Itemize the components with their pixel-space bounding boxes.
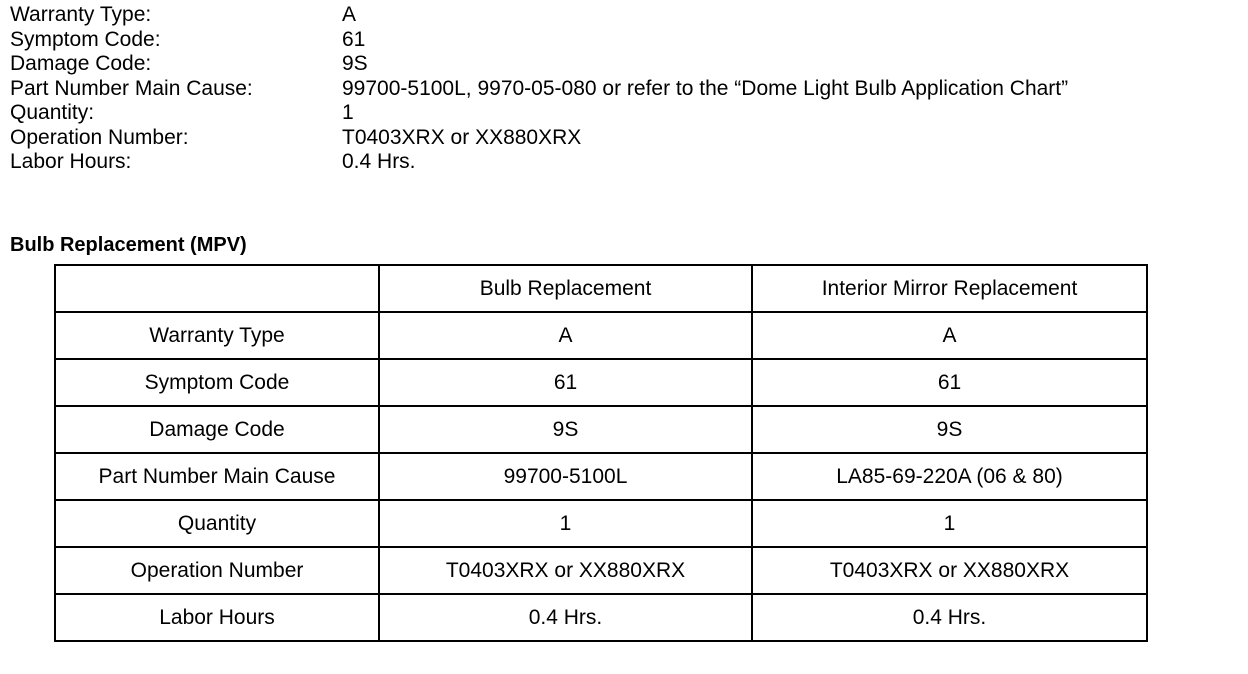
row-label: Labor Hours [55,594,379,641]
table-cell: 1 [752,500,1147,547]
row-label: Symptom Code [55,359,379,406]
table-row [55,359,1147,406]
info-label: Operation Number: [10,125,189,149]
row-label: Quantity [55,500,379,547]
table-row [55,594,1147,641]
info-value: T0403XRX or XX880XRX [342,125,582,149]
header-cell-interior-mirror-replacement: Interior Mirror Replacement [752,265,1147,312]
info-row [10,126,1068,151]
header-cell-bulb-replacement: Bulb Replacement [379,265,752,312]
info-label: Part Number Main Cause: [10,76,253,100]
info-value: 99700-5100L, 9970-05-080 or refer to the “Dome Light Bulb Application Chart” [342,76,1069,100]
info-row [10,101,1068,126]
table-cell: T0403XRX or XX880XRX [379,547,752,594]
info-value: 1 [342,101,354,124]
table-cell: 1 [379,500,752,547]
info-row [10,3,1068,28]
table-row [55,406,1147,453]
row-label: Warranty Type [55,312,379,359]
row-label: Damage Code [55,406,379,453]
info-row [10,52,1068,77]
table-cell: T0403XRX or XX880XRX [752,547,1147,594]
table-cell: 99700-5100L [379,453,752,500]
info-row [10,28,1068,53]
info-value: 61 [342,27,366,51]
header-cell-empty [55,265,379,312]
info-value: 9S [342,52,368,75]
table-cell: LA85-69-220A (06 & 80) [752,453,1147,500]
table-row [55,547,1147,594]
table-row [55,453,1147,500]
row-label: Part Number Main Cause [55,453,379,500]
warranty-info-list [10,3,1068,175]
info-value: 0.4 Hrs. [342,150,416,173]
info-value: A [342,3,357,26]
info-label: Symptom Code: [10,27,161,51]
table-header-row [55,265,1147,312]
info-label: Labor Hours: [10,150,132,173]
table-cell: A [752,312,1147,359]
section-title: Bulb Replacement (MPV) [10,234,247,256]
info-label: Damage Code: [10,52,152,75]
table-cell: 0.4 Hrs. [752,594,1147,641]
table-cell: 61 [752,359,1147,406]
table-cell: 9S [379,406,752,453]
info-label: Quantity: [10,101,95,124]
table-row [55,312,1147,359]
info-label: Warranty Type: [10,3,152,26]
info-row [10,150,1068,175]
table-cell: 9S [752,406,1147,453]
row-label: Operation Number [55,547,379,594]
replacement-table [54,264,1148,642]
table-cell: 61 [379,359,752,406]
table-row [55,500,1147,547]
info-row [10,77,1068,102]
table-cell: 0.4 Hrs. [379,594,752,641]
table-cell: A [379,312,752,359]
